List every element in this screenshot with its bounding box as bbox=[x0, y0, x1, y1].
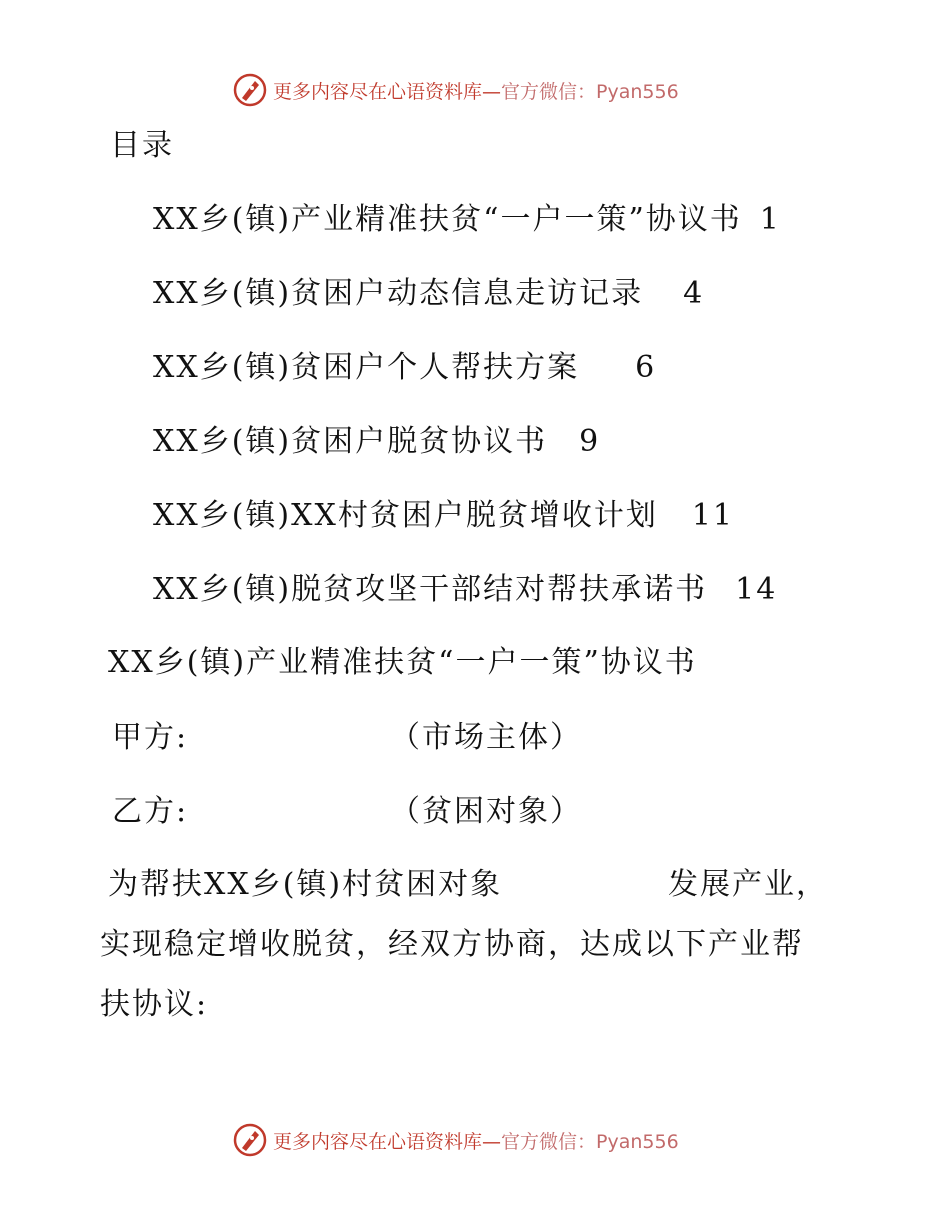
pen-nib-logo-icon bbox=[233, 1123, 267, 1157]
toc-item-page: 6 bbox=[635, 350, 657, 385]
toc-item[interactable] bbox=[153, 424, 600, 460]
watermark-suffix: 官方微信：Pyan556 bbox=[501, 1130, 679, 1153]
party-b-role: （贫困对象） bbox=[390, 794, 582, 829]
party-a-row bbox=[112, 720, 188, 756]
toc-item-label: XX乡(镇)产业精准扶贫“一户一策”协议书 bbox=[153, 202, 742, 237]
party-b-row bbox=[112, 794, 188, 830]
party-a-label: 甲方: bbox=[112, 720, 189, 755]
toc-item[interactable] bbox=[153, 350, 656, 386]
party-b-label: 乙方: bbox=[112, 794, 189, 829]
watermark-text: 更多内容尽在心语资料库— bbox=[273, 1130, 502, 1153]
paragraph-line-1a: 为帮扶XX乡(镇)村贫困对象 bbox=[108, 867, 503, 902]
toc-title: 目录 bbox=[110, 128, 174, 163]
toc-item-label: XX乡(镇)贫困户脱贫协议书 bbox=[153, 424, 548, 459]
document-heading: XX乡(镇)产业精准扶贫“一户一策”协议书 bbox=[108, 645, 697, 680]
toc-item-page: 9 bbox=[579, 424, 601, 459]
watermark-text: 更多内容尽在心语资料库— bbox=[273, 80, 502, 103]
toc-item[interactable] bbox=[153, 572, 777, 608]
party-a-role: （市场主体） bbox=[390, 720, 582, 755]
watermark-footer bbox=[233, 1123, 679, 1157]
toc-item-page: 1 bbox=[759, 202, 781, 237]
toc-item-page: 14 bbox=[735, 572, 778, 607]
watermark-suffix: 官方微信：Pyan556 bbox=[501, 80, 679, 103]
toc-item-label: XX乡(镇)脱贫攻坚干部结对帮扶承诺书 bbox=[153, 572, 708, 607]
pen-nib-logo-icon bbox=[233, 73, 267, 107]
toc-item[interactable] bbox=[153, 498, 734, 534]
paragraph-line-2: 实现稳定增收脱贫，经双方协商，达成以下产业帮 bbox=[100, 927, 804, 962]
toc-item-page: 4 bbox=[683, 276, 705, 311]
toc-item-label: XX乡(镇)贫困户动态信息走访记录 bbox=[153, 276, 644, 311]
toc-item-label: XX乡(镇)贫困户个人帮扶方案 bbox=[153, 350, 580, 385]
toc-item[interactable] bbox=[153, 276, 704, 312]
paragraph-line-1b: 发展产业， bbox=[668, 867, 828, 902]
watermark-header bbox=[233, 73, 679, 107]
toc-item[interactable] bbox=[153, 202, 781, 238]
paragraph-line-3: 扶协议: bbox=[100, 987, 209, 1022]
toc-item-page: 11 bbox=[691, 498, 735, 533]
toc-item-label: XX乡(镇)XX村贫困户脱贫增收计划 bbox=[153, 498, 658, 533]
